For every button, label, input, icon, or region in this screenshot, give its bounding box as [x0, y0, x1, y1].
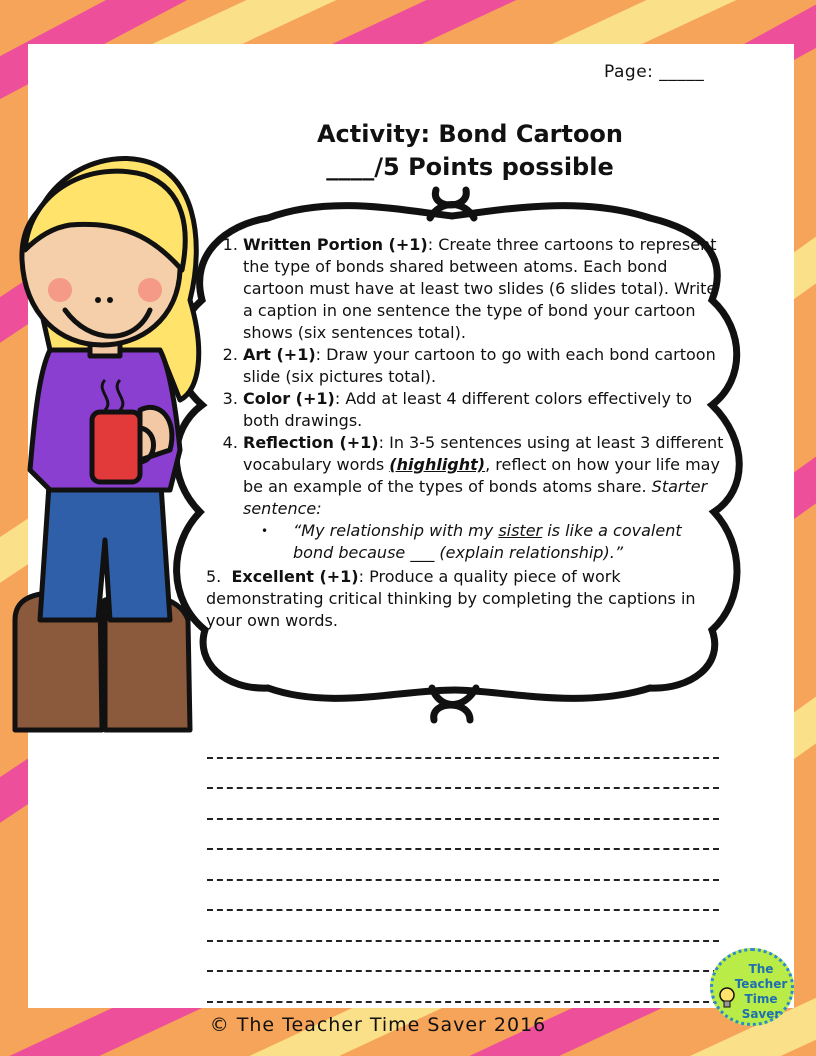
rubric-item-text: : Produce a quality piece of work demonstrating critical thinking by completing the captions in your own words.	[206, 567, 696, 630]
answer-lines	[207, 728, 719, 1003]
rubric-item-text: : Draw your cartoon to go with each bond cartoon slide (six pictures total).	[243, 345, 716, 386]
starter-text: is like a covalent bond because ___ (explain relationship).”	[293, 521, 682, 562]
starter-underlined-word: sister	[498, 521, 543, 540]
answer-line[interactable]	[207, 759, 719, 790]
rubric-item-color	[243, 388, 726, 432]
teacher-time-saver-logo	[710, 948, 794, 1026]
logo-line: Teacher	[734, 977, 788, 991]
rubric-item-art	[243, 344, 726, 388]
rubric-item-excellent	[206, 566, 726, 632]
rubric-item-number: 5.	[206, 567, 222, 586]
lightbulb-icon	[719, 987, 735, 1011]
answer-line[interactable]	[207, 911, 719, 942]
rubric-list	[206, 234, 726, 564]
rubric-content	[206, 234, 726, 632]
answer-line[interactable]	[207, 972, 719, 1003]
logo-text	[731, 962, 791, 1022]
rubric-item-heading: Color (+1)	[243, 389, 335, 408]
answer-line[interactable]	[207, 942, 719, 973]
copyright-text: © The Teacher Time Saver 2016	[209, 1014, 547, 1036]
rubric-item-heading: Written Portion (+1)	[243, 235, 428, 254]
answer-line[interactable]	[207, 789, 719, 820]
rubric-item-written	[243, 234, 726, 344]
starter-text: “My relationship with my	[293, 521, 499, 540]
answer-line[interactable]	[207, 820, 719, 851]
activity-title: Activity: Bond Cartoon	[316, 120, 624, 148]
logo-line: Saver	[741, 1007, 781, 1021]
answer-line[interactable]	[207, 881, 719, 912]
rubric-item-text: : Create three cartoons to represent the type of bonds shared between atoms. Each bond cartoon must have at least two slides (6 slides total). Write a caption in one sentence the type of bond your cartoon shows (six sentences total).	[243, 235, 717, 342]
rubric-item-text: , reflect on how your life may be an example of the types of bonds atoms share.	[243, 455, 720, 496]
points-possible: ____/5 Points possible	[326, 153, 614, 181]
rubric-item-reflection	[243, 432, 726, 564]
starter-sentence	[293, 520, 726, 564]
rubric-item-text: : Add at least 4 different colors effectively to both drawings.	[243, 389, 693, 430]
page-number-field: Page: _____	[604, 62, 705, 82]
logo-line: Time	[744, 992, 778, 1006]
cartoon-girl-illustration	[10, 150, 210, 740]
rubric-item-heading: Excellent (+1)	[231, 567, 359, 586]
copyright-footer	[0, 1014, 816, 1036]
rubric-item-heading: Reflection (+1)	[243, 433, 379, 452]
rubric-item-text: : In 3-5 sentences using at least 3 different vocabulary words	[243, 433, 724, 474]
rubric-item-heading: Art (+1)	[243, 345, 316, 364]
highlight-note: (highlight)	[389, 455, 486, 474]
answer-line[interactable]	[207, 728, 719, 759]
answer-line[interactable]	[207, 850, 719, 881]
logo-line: The	[748, 962, 774, 976]
starter-label: Starter sentence:	[243, 477, 708, 518]
starter-list	[243, 520, 726, 564]
